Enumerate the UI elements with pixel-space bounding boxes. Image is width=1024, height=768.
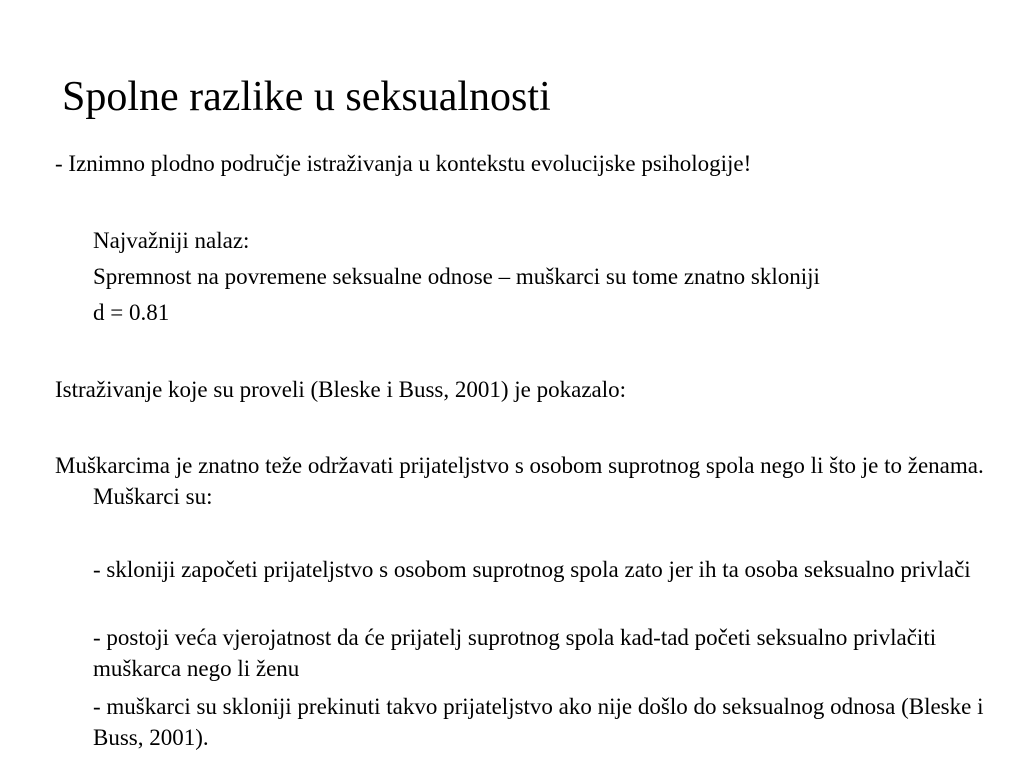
study-finding: Muškarcima je znatno teže održavati prijateljstvo s osobom suprotnog spola nego li što je to ženama. Muškarci su: bbox=[55, 453, 984, 509]
finding-text: Spremnost na povremene seksualne odnose – muškarci su tome znatno skloniji bbox=[93, 264, 820, 289]
point-item: - postoji veća vjerojatnost da će prijatelj suprotnog spola kad-tad početi seksualno privlačiti muškarca nego li ženu bbox=[93, 625, 937, 681]
finding-label: Najvažniji nalaz: bbox=[93, 228, 250, 253]
intro-text: - Iznimno plodno područje istraživanja u kontekstu evolucijske psihologije! bbox=[55, 151, 752, 176]
point-item: - muškarci su skloniji prekinuti takvo prijateljstvo ako nije došlo do seksualnog odnosa (Bleske i Buss, 2001). bbox=[93, 694, 984, 750]
point-item: - skloniji započeti prijateljstvo s osobom suprotnog spola zato jer ih ta osoba seksualno privlači bbox=[93, 557, 971, 582]
effect-size: d = 0.81 bbox=[93, 300, 170, 325]
study-intro: Istraživanje koje su proveli (Bleske i Buss, 2001) je pokazalo: bbox=[55, 377, 627, 402]
slide-title: Spolne razlike u seksualnosti bbox=[62, 74, 551, 120]
